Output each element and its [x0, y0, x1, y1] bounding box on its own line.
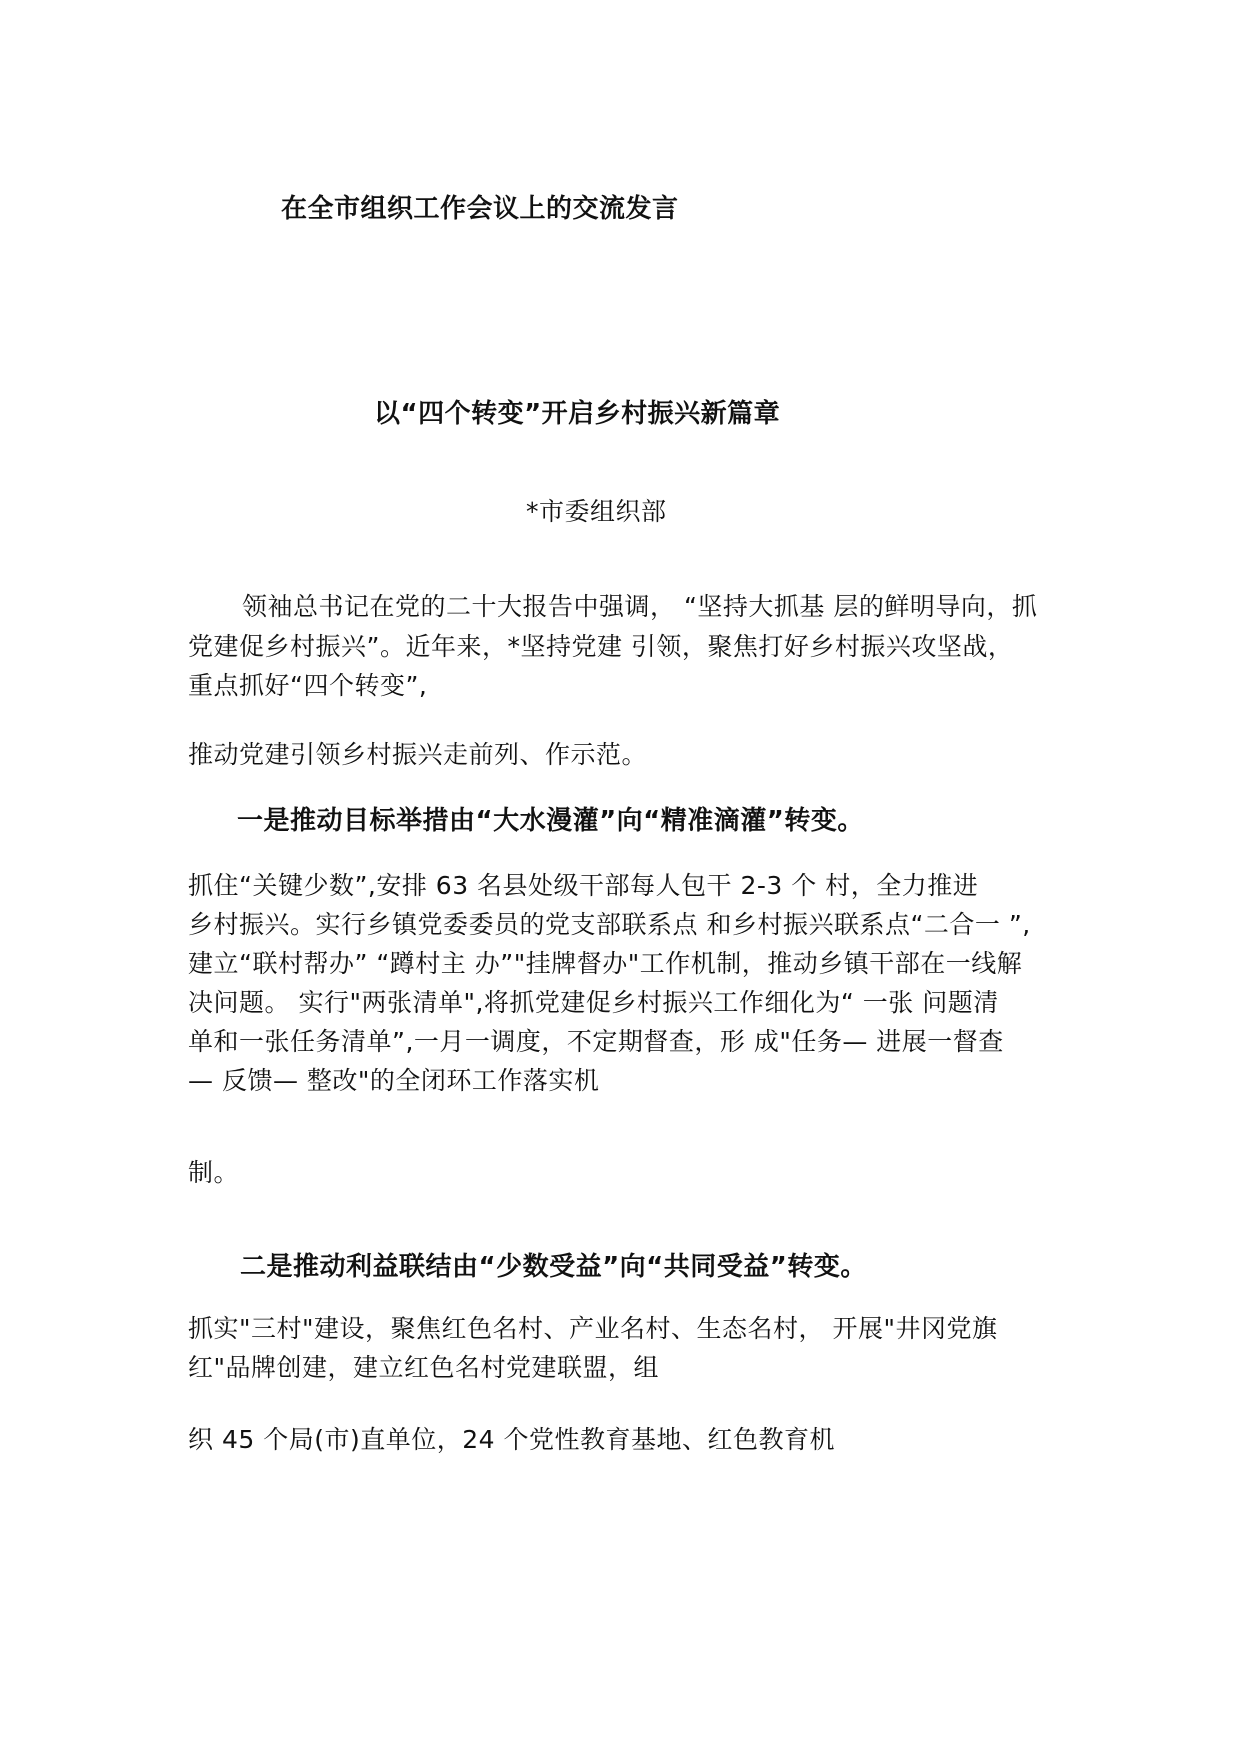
intro-line: 领袖总书记在党的二十大报告中强调， “坚持大抓基 层的鲜明导向，抓 [242, 592, 1038, 621]
section-line: 抓住“关键少数”,安排 63 名县处级干部每人包干 2-3 个 村，全力推进 [188, 871, 979, 900]
document-subtitle: 以“四个转变”开启乡村振兴新篇章 [374, 399, 781, 429]
section-line: 红"品牌创建，建立红色名村党建联盟，组 [188, 1353, 660, 1382]
section-line: 制。 [188, 1158, 240, 1187]
section-line: — 反馈— 整改"的全闭环工作落实机 [188, 1066, 600, 1095]
intro-line: 重点抓好“四个转变”, [188, 671, 428, 700]
section-line: 单和一张任务清单”,一月一调度，不定期督查，形 成"任务— 进展一督查 [188, 1027, 1004, 1056]
section-line: 织 45 个局(市)直单位，24 个党性教育基地、红色教育机 [188, 1425, 835, 1454]
intro-line: 党建促乡村振兴”。近年来，*坚持党建 引领，聚焦打好乡村振兴攻坚战， [188, 632, 1014, 661]
section-heading: 二是推动利益联结由“少数受益”向“共同受益”转变。 [240, 1252, 867, 1282]
section-line: 决问题。 实行"两张清单",将抓党建促乡村振兴工作细化为“ 一张 问题清 [188, 988, 999, 1017]
section-line: 建立“联村帮办” “蹲村主 办”"挂牌督办"工作机制，推动乡镇干部在一线解 [188, 949, 1023, 978]
section-line: 乡村振兴。实行乡镇党委委员的党支部联系点 和乡村振兴联系点“二合一 ”, [188, 910, 1031, 939]
section-line: 抓实"三村"建设，聚焦红色名村、产业名村、生态名村， 开展"井冈党旗 [188, 1314, 998, 1343]
document-author: *市委组织部 [526, 497, 667, 526]
section-heading: 一是推动目标举措由“大水漫灌”向“精准滴灌”转变。 [237, 806, 864, 836]
document-title: 在全市组织工作会议上的交流发言 [281, 194, 679, 224]
intro-line: 推动党建引领乡村振兴走前列、作示范。 [188, 740, 648, 769]
